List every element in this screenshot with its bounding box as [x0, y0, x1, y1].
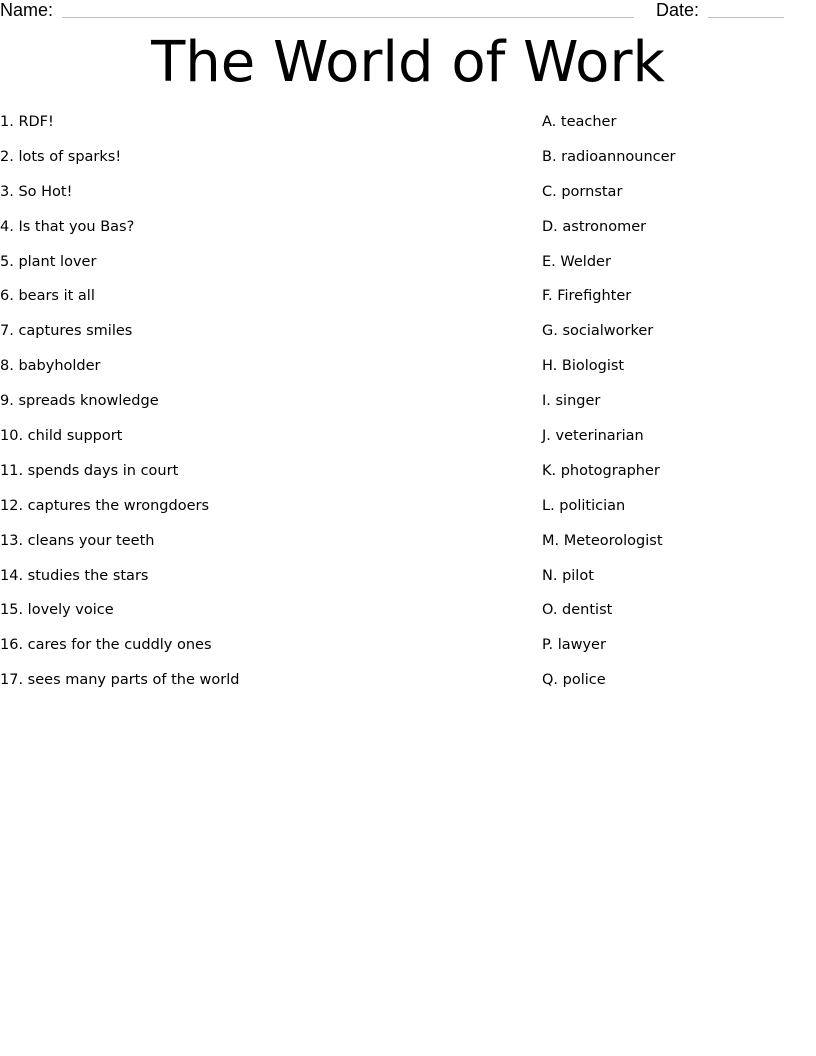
- clue-item: 3. So Hot!: [0, 183, 73, 200]
- clue-item: 11. spends days in court: [0, 462, 179, 479]
- clue-item: 2. lots of sparks!: [0, 148, 122, 165]
- clue-item: 16. cares for the cuddly ones: [0, 637, 212, 654]
- clue-item: 10. child support: [0, 428, 123, 445]
- clue-item: 15. lovely voice: [0, 602, 114, 619]
- answer-item: Q. police: [542, 672, 606, 689]
- answer-item: O. dentist: [542, 602, 613, 619]
- clue-item: 4. Is that you Bas?: [0, 218, 135, 235]
- answer-item: D. astronomer: [542, 218, 647, 235]
- clue-item: 7. captures smiles: [0, 323, 133, 340]
- clue-item: 6. bears it all: [0, 288, 95, 305]
- answer-item: M. Meteorologist: [542, 532, 663, 549]
- page-title: The World of Work: [151, 30, 665, 95]
- answer-item: A. teacher: [542, 114, 617, 130]
- clue-item: 8. babyholder: [0, 358, 101, 375]
- clue-item: 9. spreads knowledge: [0, 393, 159, 410]
- clue-item: 12. captures the wrongdoers: [0, 497, 210, 514]
- answer-item: N. pilot: [542, 567, 594, 584]
- clue-item: 13. cleans your teeth: [0, 532, 155, 549]
- name-label: Name:: [0, 0, 54, 20]
- answer-item: C. pornstar: [542, 183, 623, 200]
- date-label: Date:: [656, 0, 700, 20]
- answer-item: G. socialworker: [542, 323, 654, 340]
- answer-item: J. veterinarian: [542, 428, 644, 445]
- answer-item: B. radioannouncer: [542, 148, 676, 165]
- clue-item: 5. plant lover: [0, 253, 97, 270]
- answer-item: I. singer: [542, 393, 601, 410]
- clue-list: [0, 112, 500, 705]
- answer-item: L. politician: [542, 497, 626, 514]
- answer-list: [542, 112, 802, 705]
- clue-item: 17. sees many parts of the world: [0, 672, 240, 689]
- answer-item: K. photographer: [542, 462, 660, 479]
- answer-item: H. Biologist: [542, 358, 625, 375]
- answer-item: E. Welder: [542, 253, 611, 270]
- header-row: [0, 0, 816, 24]
- name-field-line: [62, 17, 634, 18]
- answer-item: F. Firefighter: [542, 288, 632, 305]
- clue-item: 14. studies the stars: [0, 567, 149, 584]
- clue-item: 1. RDF!: [0, 114, 54, 130]
- date-field-line: [708, 17, 784, 18]
- answer-item: P. lawyer: [542, 637, 606, 654]
